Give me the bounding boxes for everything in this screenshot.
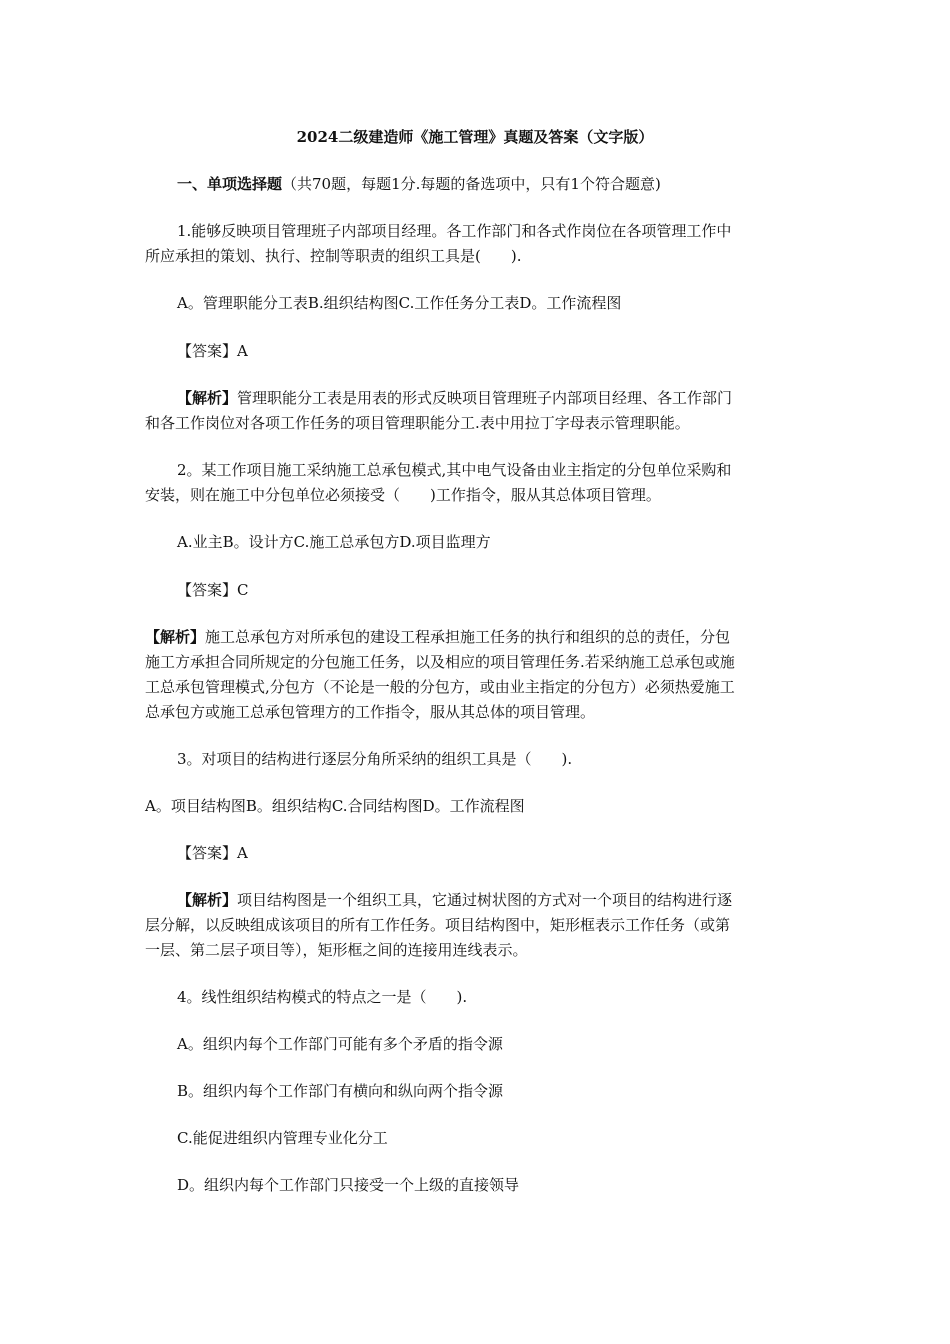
question-2-explanation-line-2: 施工方承担合同所规定的分包施工任务，以及相应的项目管理任务.若采纳施工总承包或施 bbox=[145, 653, 735, 671]
question-1-options: A。管理职能分工表B.组织结构图C.工作任务分工表D。工作流程图 bbox=[177, 294, 622, 312]
question-1-stem-line-1: 1.能够反映项目管理班子内部项目经理。各工作部门和各式作岗位在各项管理工作中 bbox=[177, 222, 732, 240]
question-4-option-d: D。组织内每个工作部门只接受一个上级的直接领导 bbox=[177, 1176, 520, 1194]
question-1-explanation-line-2: 和各工作岗位对各项工作任务的项目管理职能分工.表中用拉丁字母表示管理职能。 bbox=[145, 414, 690, 432]
question-4-option-b: B。组织内每个工作部门有横向和纵向两个指令源 bbox=[177, 1082, 504, 1100]
question-4-stem: 4。线性组织结构模式的特点之一是（ ). bbox=[177, 988, 468, 1006]
question-4-option-c: C.能促进组织内管理专业化分工 bbox=[177, 1129, 388, 1147]
question-2-options: A.业主B。设计方C.施工总承包方D.项目监理方 bbox=[177, 533, 491, 551]
section-heading-bold: 一、单项选择题 bbox=[177, 175, 283, 193]
section-heading-note: （共70题，每题1分.每题的备选项中，只有1个符合题意) bbox=[282, 175, 661, 193]
document-title: 2024二级建造师《施工管理》真题及答案（文字版） bbox=[296, 128, 654, 146]
question-3-explanation-line-2: 层分解，以反映组成该项目的所有工作任务。项目结构图中，矩形框表示工作任务（或第 bbox=[145, 916, 731, 934]
question-3-explanation-line-1: 【解析】项目结构图是一个组织工具，它通过树状图的方式对一个项目的结构进行逐 bbox=[177, 891, 733, 909]
explanation-tag: 【解析】 bbox=[145, 628, 206, 646]
question-1-answer: 【答案】A bbox=[177, 342, 248, 360]
question-1-explanation-line-1: 【解析】管理职能分工表是用表的形式反映项目管理班子内部项目经理、各工作部门 bbox=[177, 389, 733, 407]
question-4-option-a: A。组织内每个工作部门可能有多个矛盾的指令源 bbox=[177, 1035, 503, 1053]
question-2-answer: 【答案】C bbox=[177, 581, 249, 599]
question-2-stem-line-2: 安装，则在施工中分包单位必须接受（ )工作指令，服从其总体项目管理。 bbox=[145, 486, 661, 504]
question-2-explanation-line-3: 工总承包管理模式,分包方（不论是一般的分包方，或由业主指定的分包方）必须热爱施工 bbox=[145, 678, 735, 696]
question-2-explanation-line-1: 【解析】施工总承包方对所承包的建设工程承担施工任务的执行和组织的总的责任，分包 bbox=[145, 628, 731, 646]
question-3-answer: 【答案】A bbox=[177, 844, 248, 862]
explanation-tag: 【解析】 bbox=[177, 389, 238, 407]
question-3-stem: 3。对项目的结构进行逐层分角所采纳的组织工具是（ ). bbox=[177, 750, 573, 768]
question-3-options: A。项目结构图B。组织结构C.合同结构图D。工作流程图 bbox=[145, 797, 525, 815]
question-1-stem-line-2: 所应承担的策划、执行、控制等职责的组织工具是( ). bbox=[145, 247, 522, 265]
question-2-explanation-line-4: 总承包方或施工总承包管理方的工作指令，服从其总体的项目管理。 bbox=[145, 703, 596, 721]
section-heading bbox=[177, 171, 661, 197]
explanation-tag: 【解析】 bbox=[177, 891, 238, 909]
question-2-stem-line-1: 2。某工作项目施工采纳施工总承包模式,其中电气设备由业主指定的分包单位采购和 bbox=[177, 461, 732, 479]
question-3-explanation-line-3: 一层、第二层子项目等），矩形框之间的连接用连线表示。 bbox=[145, 941, 528, 959]
